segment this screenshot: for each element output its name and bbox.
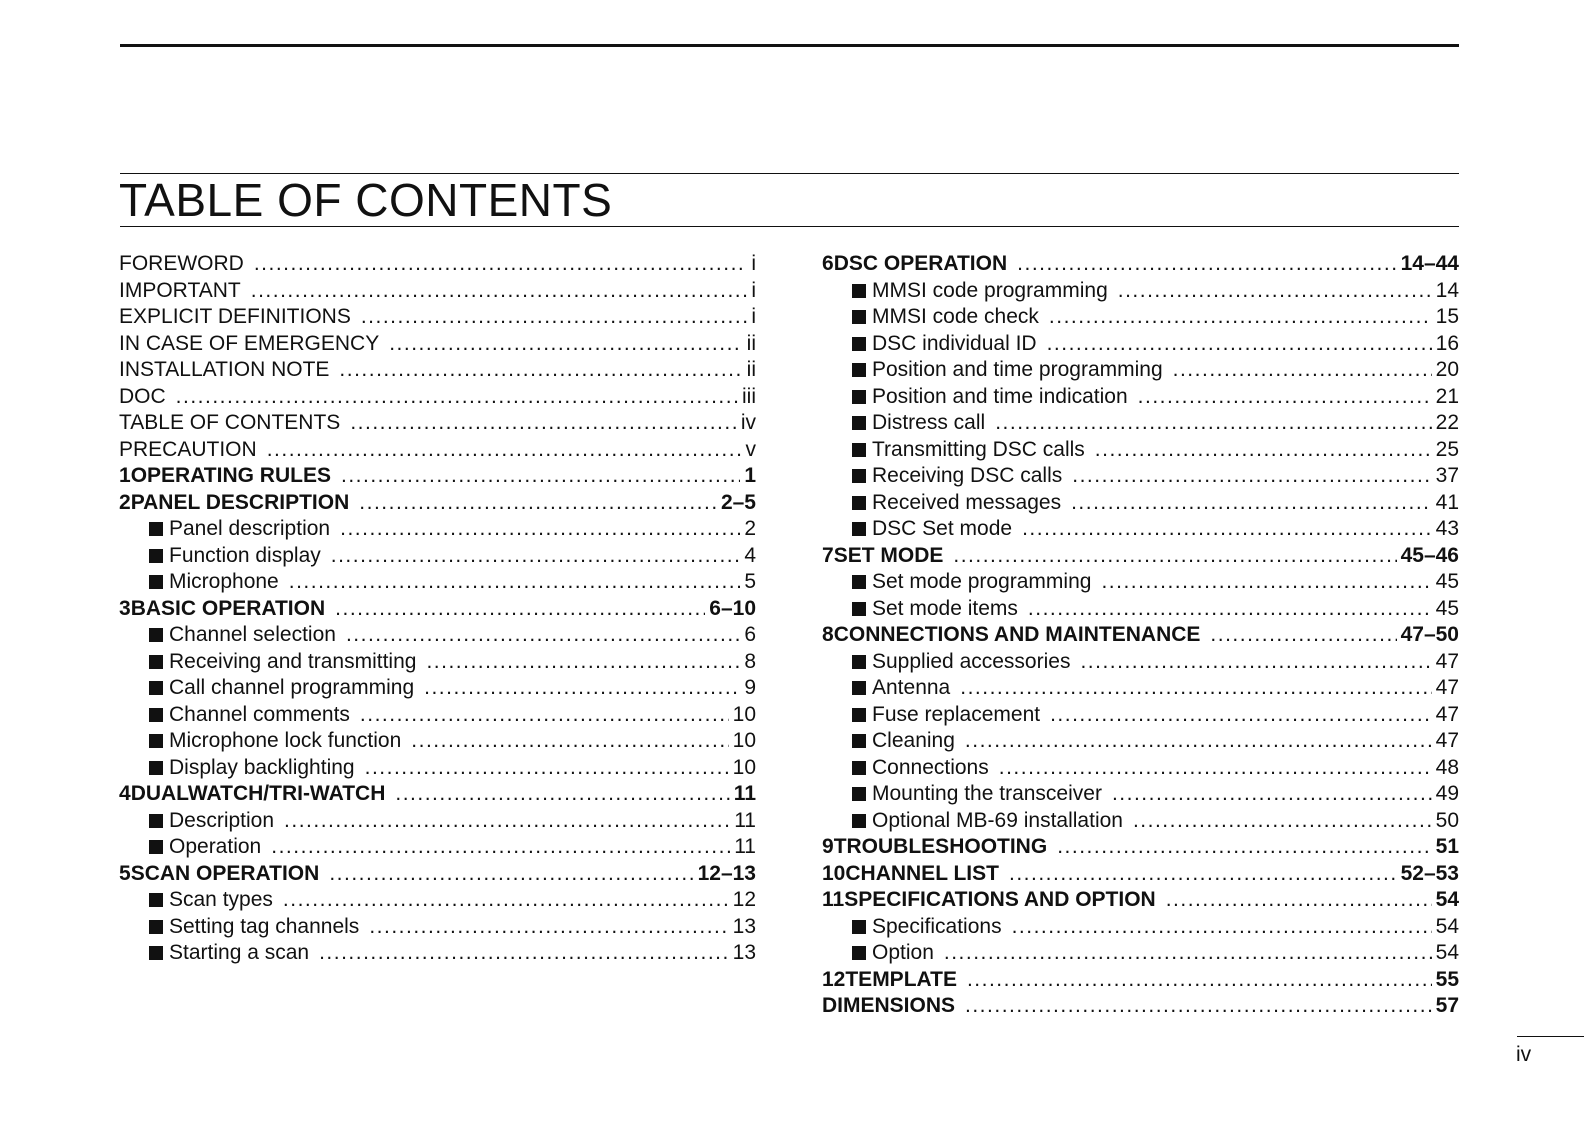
- dot-leader: [1138, 384, 1432, 410]
- dot-leader: [995, 410, 1431, 436]
- toc-entry[interactable]: [822, 251, 1459, 278]
- toc-entry[interactable]: [119, 649, 756, 676]
- toc-left-column: [119, 251, 756, 967]
- dot-leader: [341, 463, 740, 489]
- toc-entry[interactable]: [119, 940, 756, 967]
- toc-entry[interactable]: [822, 410, 1459, 437]
- dot-leader: [395, 781, 729, 807]
- toc-page-number: 54: [1435, 888, 1459, 911]
- dot-leader: [1022, 516, 1432, 542]
- square-bullet-icon: [852, 310, 866, 324]
- toc-section-number: 1: [119, 464, 131, 487]
- dot-leader: [965, 993, 1432, 1019]
- toc-page-number: iv: [740, 411, 756, 434]
- toc-page-number: 14–44: [1400, 252, 1459, 275]
- toc-page-number: 13: [732, 914, 756, 938]
- toc-entry-label: PANEL DESCRIPTION: [130, 490, 350, 514]
- square-bullet-icon: [852, 469, 866, 483]
- toc-entry[interactable]: [119, 278, 756, 305]
- toc-entry-label: DSC Set mode: [872, 517, 1013, 540]
- toc-entry-label: Transmitting DSC calls: [872, 437, 1085, 461]
- page-number: iv: [1516, 1043, 1532, 1066]
- toc-entry-label: SPECIFICATIONS AND OPTION: [844, 888, 1156, 911]
- dot-leader: [346, 622, 740, 648]
- toc-page-number: 21: [1435, 384, 1459, 408]
- toc-entry-label: Cleaning: [872, 729, 955, 752]
- toc-entry-label: Setting tag channels: [169, 914, 360, 938]
- toc-entry-label: Option: [872, 941, 934, 964]
- toc-entry-label: Connections: [872, 755, 989, 779]
- toc-page-number: 11: [734, 808, 756, 832]
- square-bullet-icon: [852, 734, 866, 748]
- dot-leader: [340, 516, 740, 542]
- square-bullet-icon: [149, 549, 163, 563]
- dot-leader: [1049, 304, 1432, 330]
- dot-leader: [1012, 914, 1432, 940]
- toc-entry[interactable]: [822, 490, 1459, 517]
- toc-entry[interactable]: [822, 516, 1459, 543]
- toc-page-number: 6–10: [709, 596, 756, 620]
- square-bullet-icon: [852, 496, 866, 510]
- toc-section-number: 3: [119, 596, 131, 620]
- toc-page-number: i: [751, 278, 756, 302]
- toc-entry[interactable]: [119, 384, 756, 411]
- dot-leader: [331, 543, 741, 569]
- square-bullet-icon: [149, 814, 163, 828]
- toc-entry[interactable]: [822, 781, 1459, 808]
- toc-entry-label: INSTALLATION NOTE: [119, 358, 330, 381]
- toc-entry[interactable]: [822, 437, 1459, 464]
- square-bullet-icon: [149, 708, 163, 722]
- toc-entry[interactable]: [119, 543, 756, 570]
- dot-leader: [350, 410, 737, 436]
- toc-entry-label: DSC OPERATION: [833, 252, 1008, 275]
- toc-entry-label: Panel description: [169, 517, 331, 540]
- toc-entry[interactable]: [119, 490, 756, 517]
- toc-section-number: 11: [822, 888, 845, 911]
- toc-entry-label: Display backlighting: [169, 755, 355, 779]
- toc-entry-label: Fuse replacement: [872, 702, 1041, 726]
- toc-page-number: ii: [746, 358, 756, 381]
- toc-entry-label: MMSI code programming: [872, 278, 1108, 302]
- dot-leader: [319, 940, 729, 966]
- toc-page-number: 10: [732, 729, 756, 752]
- square-bullet-icon: [149, 655, 163, 669]
- dot-leader: [1173, 357, 1432, 383]
- dot-leader: [411, 728, 728, 754]
- toc-entry[interactable]: [822, 940, 1459, 967]
- toc-entry-label: TEMPLATE: [845, 967, 957, 991]
- toc-entry-label: DOC: [119, 384, 166, 408]
- toc-section-number: 12: [822, 967, 846, 991]
- toc-page-number: 2: [744, 517, 756, 540]
- toc-entry[interactable]: [822, 304, 1459, 331]
- dot-leader: [1210, 622, 1396, 648]
- toc-page-number: 49: [1435, 782, 1459, 805]
- toc-entry[interactable]: [822, 755, 1459, 782]
- dot-leader: [424, 675, 740, 701]
- toc-entry-label: Set mode items: [872, 596, 1018, 620]
- top-rule: [120, 44, 1459, 47]
- toc-entry[interactable]: [822, 675, 1459, 702]
- dot-leader: [254, 251, 748, 277]
- toc-entry-label: IN CASE OF EMERGENCY: [119, 331, 380, 355]
- dot-leader: [1080, 649, 1431, 675]
- toc-page-number: 11: [733, 782, 756, 805]
- toc-page-number: i: [751, 252, 756, 275]
- toc-page-number: ii: [746, 331, 756, 355]
- page-number-rule: [1517, 1036, 1584, 1037]
- toc-entry-label: Received messages: [872, 490, 1062, 514]
- square-bullet-icon: [852, 443, 866, 457]
- toc-entry[interactable]: [822, 808, 1459, 835]
- toc-entry-label: Receiving DSC calls: [872, 464, 1063, 487]
- dot-leader: [361, 304, 748, 330]
- toc-entry[interactable]: [119, 755, 756, 782]
- toc-entry[interactable]: [822, 331, 1459, 358]
- toc-entry[interactable]: [119, 675, 756, 702]
- toc-page-number: 15: [1435, 305, 1459, 328]
- square-bullet-icon: [852, 946, 866, 960]
- toc-page-number: 12: [732, 888, 756, 911]
- toc-page-number: 11: [734, 835, 756, 858]
- page-title: TABLE OF CONTENTS: [119, 174, 613, 226]
- toc-page-number: 57: [1435, 994, 1459, 1017]
- toc-page-number: 37: [1435, 464, 1459, 487]
- square-bullet-icon: [852, 681, 866, 695]
- toc-section-number: 10: [822, 861, 846, 885]
- toc-entry-label: DUALWATCH/TRI-WATCH: [130, 782, 386, 805]
- dot-leader: [251, 278, 748, 304]
- dot-leader: [960, 675, 1431, 701]
- toc-entry-label: Set mode programming: [872, 570, 1092, 593]
- toc-page-number: 16: [1435, 331, 1459, 355]
- toc-page-number: iii: [742, 384, 756, 408]
- toc-page-number: 51: [1435, 835, 1459, 858]
- square-bullet-icon: [852, 390, 866, 404]
- toc-page-number: 45: [1435, 570, 1459, 593]
- toc-entry[interactable]: [119, 304, 756, 331]
- toc-entry[interactable]: [119, 808, 756, 835]
- toc-page-number: 6: [744, 623, 756, 646]
- dot-leader: [1071, 490, 1432, 516]
- toc-page-number: 55: [1435, 967, 1459, 991]
- toc-entry-label: OPERATING RULES: [130, 464, 331, 487]
- dot-leader: [365, 755, 729, 781]
- dot-leader: [1017, 251, 1396, 277]
- square-bullet-icon: [852, 655, 866, 669]
- toc-page-number: 10: [732, 755, 756, 779]
- title-bottom-rule: [120, 226, 1459, 227]
- toc-entry-label: Channel comments: [169, 702, 350, 726]
- toc-entry[interactable]: [119, 357, 756, 384]
- toc-entry[interactable]: [822, 887, 1459, 914]
- toc-entry-label: Antenna: [872, 676, 951, 699]
- square-bullet-icon: [852, 363, 866, 377]
- toc-entry[interactable]: [119, 569, 756, 596]
- toc-entry[interactable]: [822, 649, 1459, 676]
- dot-leader: [1028, 596, 1432, 622]
- dot-leader: [176, 384, 738, 410]
- toc-entry[interactable]: [822, 967, 1459, 994]
- toc-entry-label: TROUBLESHOOTING: [833, 835, 1048, 858]
- dot-leader: [999, 755, 1432, 781]
- dot-leader: [1095, 437, 1432, 463]
- toc-entry-label: IMPORTANT: [119, 278, 241, 302]
- toc-page-number: 54: [1435, 914, 1459, 938]
- square-bullet-icon: [852, 602, 866, 616]
- toc-section-number: 8: [822, 623, 834, 646]
- toc-entry-label: Call channel programming: [169, 676, 415, 699]
- square-bullet-icon: [852, 522, 866, 536]
- toc-entry[interactable]: [119, 914, 756, 941]
- dot-leader: [339, 357, 742, 383]
- toc-page-number: 47: [1435, 702, 1459, 726]
- toc-page-number: 1: [744, 464, 756, 487]
- toc-entry[interactable]: [822, 463, 1459, 490]
- dot-leader: [271, 834, 730, 860]
- toc-entry-label: TABLE OF CONTENTS: [119, 411, 341, 434]
- toc-entry[interactable]: [119, 331, 756, 358]
- dot-leader: [389, 331, 742, 357]
- toc-entry-label: Position and time indication: [872, 384, 1128, 408]
- toc-entry-label: Specifications: [872, 914, 1002, 938]
- toc-entry-label: DIMENSIONS: [822, 994, 956, 1017]
- dot-leader: [944, 940, 1432, 966]
- toc-page-number: 47: [1435, 649, 1459, 673]
- toc-entry[interactable]: [119, 463, 756, 490]
- toc-page-number: 20: [1435, 358, 1459, 381]
- toc-entry[interactable]: [822, 384, 1459, 411]
- square-bullet-icon: [852, 920, 866, 934]
- dot-leader: [1072, 463, 1431, 489]
- toc-page-number: 47: [1435, 729, 1459, 752]
- square-bullet-icon: [852, 575, 866, 589]
- dot-leader: [1118, 278, 1432, 304]
- toc-page-number: i: [751, 305, 756, 328]
- toc-entry-label: MMSI code check: [872, 305, 1039, 328]
- toc-entry-label: SET MODE: [833, 543, 944, 567]
- toc-entry-label: Position and time programming: [872, 358, 1163, 381]
- toc-entry-label: Operation: [169, 835, 262, 858]
- toc-entry-label: Starting a scan: [169, 941, 310, 964]
- toc-entry[interactable]: [119, 702, 756, 729]
- square-bullet-icon: [852, 284, 866, 298]
- toc-entry[interactable]: [822, 914, 1459, 941]
- toc-page-number: 45–46: [1400, 543, 1459, 567]
- toc-section-number: 7: [822, 543, 834, 567]
- square-bullet-icon: [852, 416, 866, 430]
- square-bullet-icon: [852, 814, 866, 828]
- toc-section-number: 4: [119, 782, 131, 805]
- toc-page-number: v: [745, 437, 756, 461]
- dot-leader: [1112, 781, 1432, 807]
- dot-leader: [1101, 569, 1431, 595]
- dot-leader: [1166, 887, 1432, 913]
- dot-leader: [369, 914, 728, 940]
- square-bullet-icon: [852, 787, 866, 801]
- toc-page-number: 47: [1435, 676, 1459, 699]
- toc-entry[interactable]: [119, 251, 756, 278]
- square-bullet-icon: [852, 337, 866, 351]
- square-bullet-icon: [149, 946, 163, 960]
- toc-entry-label: Microphone: [169, 570, 279, 593]
- toc-entry[interactable]: [822, 357, 1459, 384]
- toc-entry[interactable]: [119, 834, 756, 861]
- dot-leader: [267, 437, 742, 463]
- toc-entry[interactable]: [822, 861, 1459, 888]
- dot-leader: [359, 490, 717, 516]
- toc-entry-label: FOREWORD: [119, 252, 244, 275]
- toc-entry[interactable]: [822, 702, 1459, 729]
- toc-entry[interactable]: [822, 569, 1459, 596]
- square-bullet-icon: [149, 761, 163, 775]
- dot-leader: [953, 543, 1396, 569]
- toc-entry[interactable]: [119, 887, 756, 914]
- dot-leader: [1050, 702, 1432, 728]
- toc-entry[interactable]: [822, 834, 1459, 861]
- toc-page-number: 2–5: [720, 490, 756, 514]
- square-bullet-icon: [149, 840, 163, 854]
- toc-entry-label: Microphone lock function: [169, 729, 402, 752]
- dot-leader: [967, 967, 1432, 993]
- toc-entry[interactable]: [822, 622, 1459, 649]
- toc-entry-label: Distress call: [872, 411, 986, 434]
- toc-page-number: 45: [1435, 596, 1459, 620]
- toc-page-number: 41: [1435, 490, 1459, 514]
- toc-page-number: 50: [1435, 808, 1459, 832]
- toc-page-number: 9: [744, 676, 756, 699]
- toc-page-number: 13: [732, 941, 756, 964]
- toc-right-column: [822, 251, 1459, 1020]
- dot-leader: [329, 861, 693, 887]
- toc-entry[interactable]: [119, 861, 756, 888]
- toc-entry[interactable]: [119, 781, 756, 808]
- toc-page-number: 4: [744, 543, 756, 567]
- square-bullet-icon: [149, 893, 163, 907]
- dot-leader: [426, 649, 740, 675]
- square-bullet-icon: [852, 761, 866, 775]
- toc-entry[interactable]: [119, 728, 756, 755]
- toc-page-number: 10: [732, 702, 756, 726]
- dot-leader: [283, 887, 729, 913]
- toc-entry-label: Channel selection: [169, 623, 336, 646]
- toc-entry-label: Description: [169, 808, 275, 832]
- toc-page-number: 14: [1435, 278, 1459, 302]
- toc-entry-label: Receiving and transmitting: [169, 649, 417, 673]
- toc-entry[interactable]: [119, 596, 756, 623]
- toc-entry[interactable]: [119, 410, 756, 437]
- toc-entry-label: SCAN OPERATION: [130, 861, 320, 885]
- dot-leader: [1133, 808, 1432, 834]
- toc-page-number: 8: [744, 649, 756, 673]
- dot-leader: [1009, 861, 1397, 887]
- square-bullet-icon: [852, 708, 866, 722]
- toc-entry-label: CHANNEL LIST: [845, 861, 999, 885]
- toc-entry-label: EXPLICIT DEFINITIONS: [119, 305, 351, 328]
- toc-entry-label: Mounting the transceiver: [872, 782, 1102, 805]
- toc-entry[interactable]: [822, 278, 1459, 305]
- toc-section-number: 6: [822, 252, 834, 275]
- square-bullet-icon: [149, 575, 163, 589]
- toc-page-number: 54: [1435, 941, 1459, 964]
- toc-entry[interactable]: [822, 543, 1459, 570]
- dot-leader: [284, 808, 730, 834]
- toc-entry[interactable]: [119, 622, 756, 649]
- toc-entry[interactable]: [822, 993, 1459, 1020]
- dot-leader: [965, 728, 1432, 754]
- toc-section-number: 5: [119, 861, 131, 885]
- toc-page-number: 5: [744, 570, 756, 593]
- toc-entry-label: Scan types: [169, 888, 273, 911]
- toc-entry-label: CONNECTIONS AND MAINTENANCE: [833, 623, 1201, 646]
- toc-page-number: 12–13: [697, 861, 756, 885]
- square-bullet-icon: [149, 734, 163, 748]
- toc-entry[interactable]: [119, 516, 756, 543]
- toc-page-number: 47–50: [1400, 623, 1459, 646]
- square-bullet-icon: [149, 920, 163, 934]
- toc-entry[interactable]: [119, 437, 756, 464]
- dot-leader: [289, 569, 741, 595]
- toc-section-number: 2: [119, 490, 131, 514]
- square-bullet-icon: [149, 681, 163, 695]
- dot-leader: [1057, 834, 1431, 860]
- toc-entry-label: Optional MB-69 installation: [872, 808, 1123, 832]
- dot-leader: [1047, 331, 1432, 357]
- toc-section-number: 9: [822, 835, 834, 858]
- toc-entry-label: PRECAUTION: [119, 437, 257, 461]
- toc-page-number: 43: [1435, 517, 1459, 540]
- toc-entry-label: BASIC OPERATION: [130, 596, 326, 620]
- square-bullet-icon: [149, 628, 163, 642]
- toc-page-number: 52–53: [1400, 861, 1459, 885]
- toc-entry[interactable]: [822, 596, 1459, 623]
- toc-entry-label: Supplied accessories: [872, 649, 1071, 673]
- toc-page-number: 25: [1435, 437, 1459, 461]
- toc-entry-label: Function display: [169, 543, 321, 567]
- dot-leader: [335, 596, 705, 622]
- square-bullet-icon: [149, 522, 163, 536]
- toc-entry-label: DSC individual ID: [872, 331, 1037, 355]
- toc-page-number: 48: [1435, 755, 1459, 779]
- toc-page-number: 22: [1435, 411, 1459, 434]
- toc-entry[interactable]: [822, 728, 1459, 755]
- dot-leader: [360, 702, 729, 728]
